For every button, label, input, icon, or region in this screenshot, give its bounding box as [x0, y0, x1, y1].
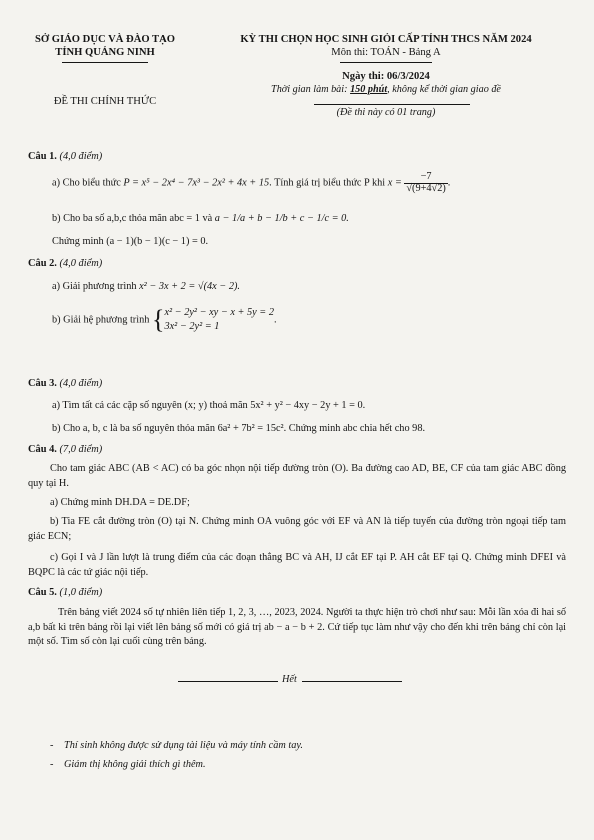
department-name: SỞ GIÁO DỤC VÀ ĐÀO TẠO	[35, 34, 175, 45]
question-5-title: Câu 5. (1,0 điểm)	[28, 587, 103, 598]
end-line-left	[178, 681, 278, 682]
province-name: TỈNH QUẢNG NINH	[55, 47, 155, 58]
equation-system: x² − 2y² − xy − x + 5y = 2 3x² − 2y² = 1	[164, 307, 274, 332]
system-brace: {	[151, 304, 165, 334]
question-1b-prove: Chứng minh (a − 1)(b − 1)(c − 1) = 0.	[52, 236, 209, 247]
end-mark: Hết	[282, 674, 297, 685]
page-count-note: (Đề thi này có 01 trang)	[336, 107, 436, 118]
question-1-title: Câu 1. (4,0 điểm)	[28, 151, 103, 162]
question-2-title: Câu 2. (4,0 điểm)	[28, 258, 103, 269]
question-3a: a) Tìm tất cả các cặp số nguyên (x; y) thoả mãn 5x² + y² − 4xy − 2y + 1 = 0.	[52, 400, 366, 411]
question-1b: b) Cho ba số a,b,c thỏa mãn abc = 1 và a − 1/a + b − 1/b + c − 1/c = 0.	[52, 213, 349, 224]
question-4b: b) Tia FE cắt đường tròn (O) tại N. Chứng minh OA vuông góc với EF và AN là tiếp tuyến của đường tròn ngoại tiếp tam giác ECN;	[28, 516, 566, 542]
page-note-overline	[314, 104, 470, 105]
dash-bullet-icon: -	[50, 740, 54, 751]
end-line-right	[302, 681, 402, 682]
dash-bullet-icon: -	[50, 759, 54, 770]
question-3b: b) Cho a, b, c là ba số nguyên thỏa mãn 6a² + 7b² = 15c². Chứng minh abc chia hết cho 98.	[52, 423, 426, 434]
question-4a: a) Chứng minh DH.DA = DE.DF;	[50, 497, 190, 508]
exam-date: Ngày thi: 06/3/2024	[342, 71, 430, 82]
question-2b: b) Giải hệ phương trình { x² − 2y² − xy − x + 5y = 2 3x² − 2y² = 1 .	[52, 304, 277, 334]
exam-duration: Thời gian làm bài: 150 phút, không kể thời gian giao đề	[271, 84, 501, 95]
question-1a: a) Cho biểu thức P = x⁵ − 2x⁴ − 7x³ − 2x² + 4x + 15. Tính giá trị biểu thức P khi x = $\frac{-7}{√(9+4√2)}$ .	[52, 171, 451, 194]
question-4-intro: Cho tam giác ABC (AB < AC) có ba góc nhọn nội tiếp đường tròn (O). Ba đường cao AD, BE, CF của tam giác ABC đồng quy tại H.	[28, 463, 566, 489]
fraction-x: $\frac{-7}{√(9+4√2)}$	[406, 171, 446, 194]
note-2: - Giám thị không giải thích gì thêm.	[50, 759, 206, 770]
question-4-title: Câu 4. (7,0 điểm)	[28, 444, 103, 455]
question-2a: a) Giải phương trình x² − 3x + 2 = √(4x − 2).	[52, 281, 240, 292]
exam-title: KỲ THI CHỌN HỌC SINH GIỎI CẤP TỈNH THCS NĂM 2024	[240, 34, 532, 45]
official-label: ĐỀ THI CHÍNH THỨC	[53, 96, 157, 107]
subject-label: Môn thi: TOÁN - Bảng A	[331, 47, 441, 58]
header-left-underline	[62, 62, 148, 63]
question-4c: c) Gọi I và J lần lượt là trung điểm của các đoạn thẳng BC và AH, IJ cắt EF tại P. AH cắt EF tại Q. Chứng minh DFEI và BQPC là các tứ giác nội tiếp.	[28, 552, 566, 578]
header-right-underline	[340, 62, 432, 63]
note-1: - Thí sinh không được sử dụng tài liệu và máy tính cầm tay.	[50, 740, 303, 751]
question-3-title: Câu 3. (4,0 điểm)	[28, 378, 103, 389]
question-5-text: Trên bảng viết 2024 số tự nhiên liên tiếp 1, 2, 3, …, 2023, 2024. Người ta thực hiện trò chơi như sau: Mỗi lần xóa đi hai số a,b bất kì trên bảng rồi lại viết lên bảng số mới có giá trị ab − a − b + 2. Cứ tiếp tục làm như vậy cho đến khi trên bảng chỉ còn lại một số. Tìm số còn lại cuối cùng trên bảng.	[28, 607, 566, 647]
